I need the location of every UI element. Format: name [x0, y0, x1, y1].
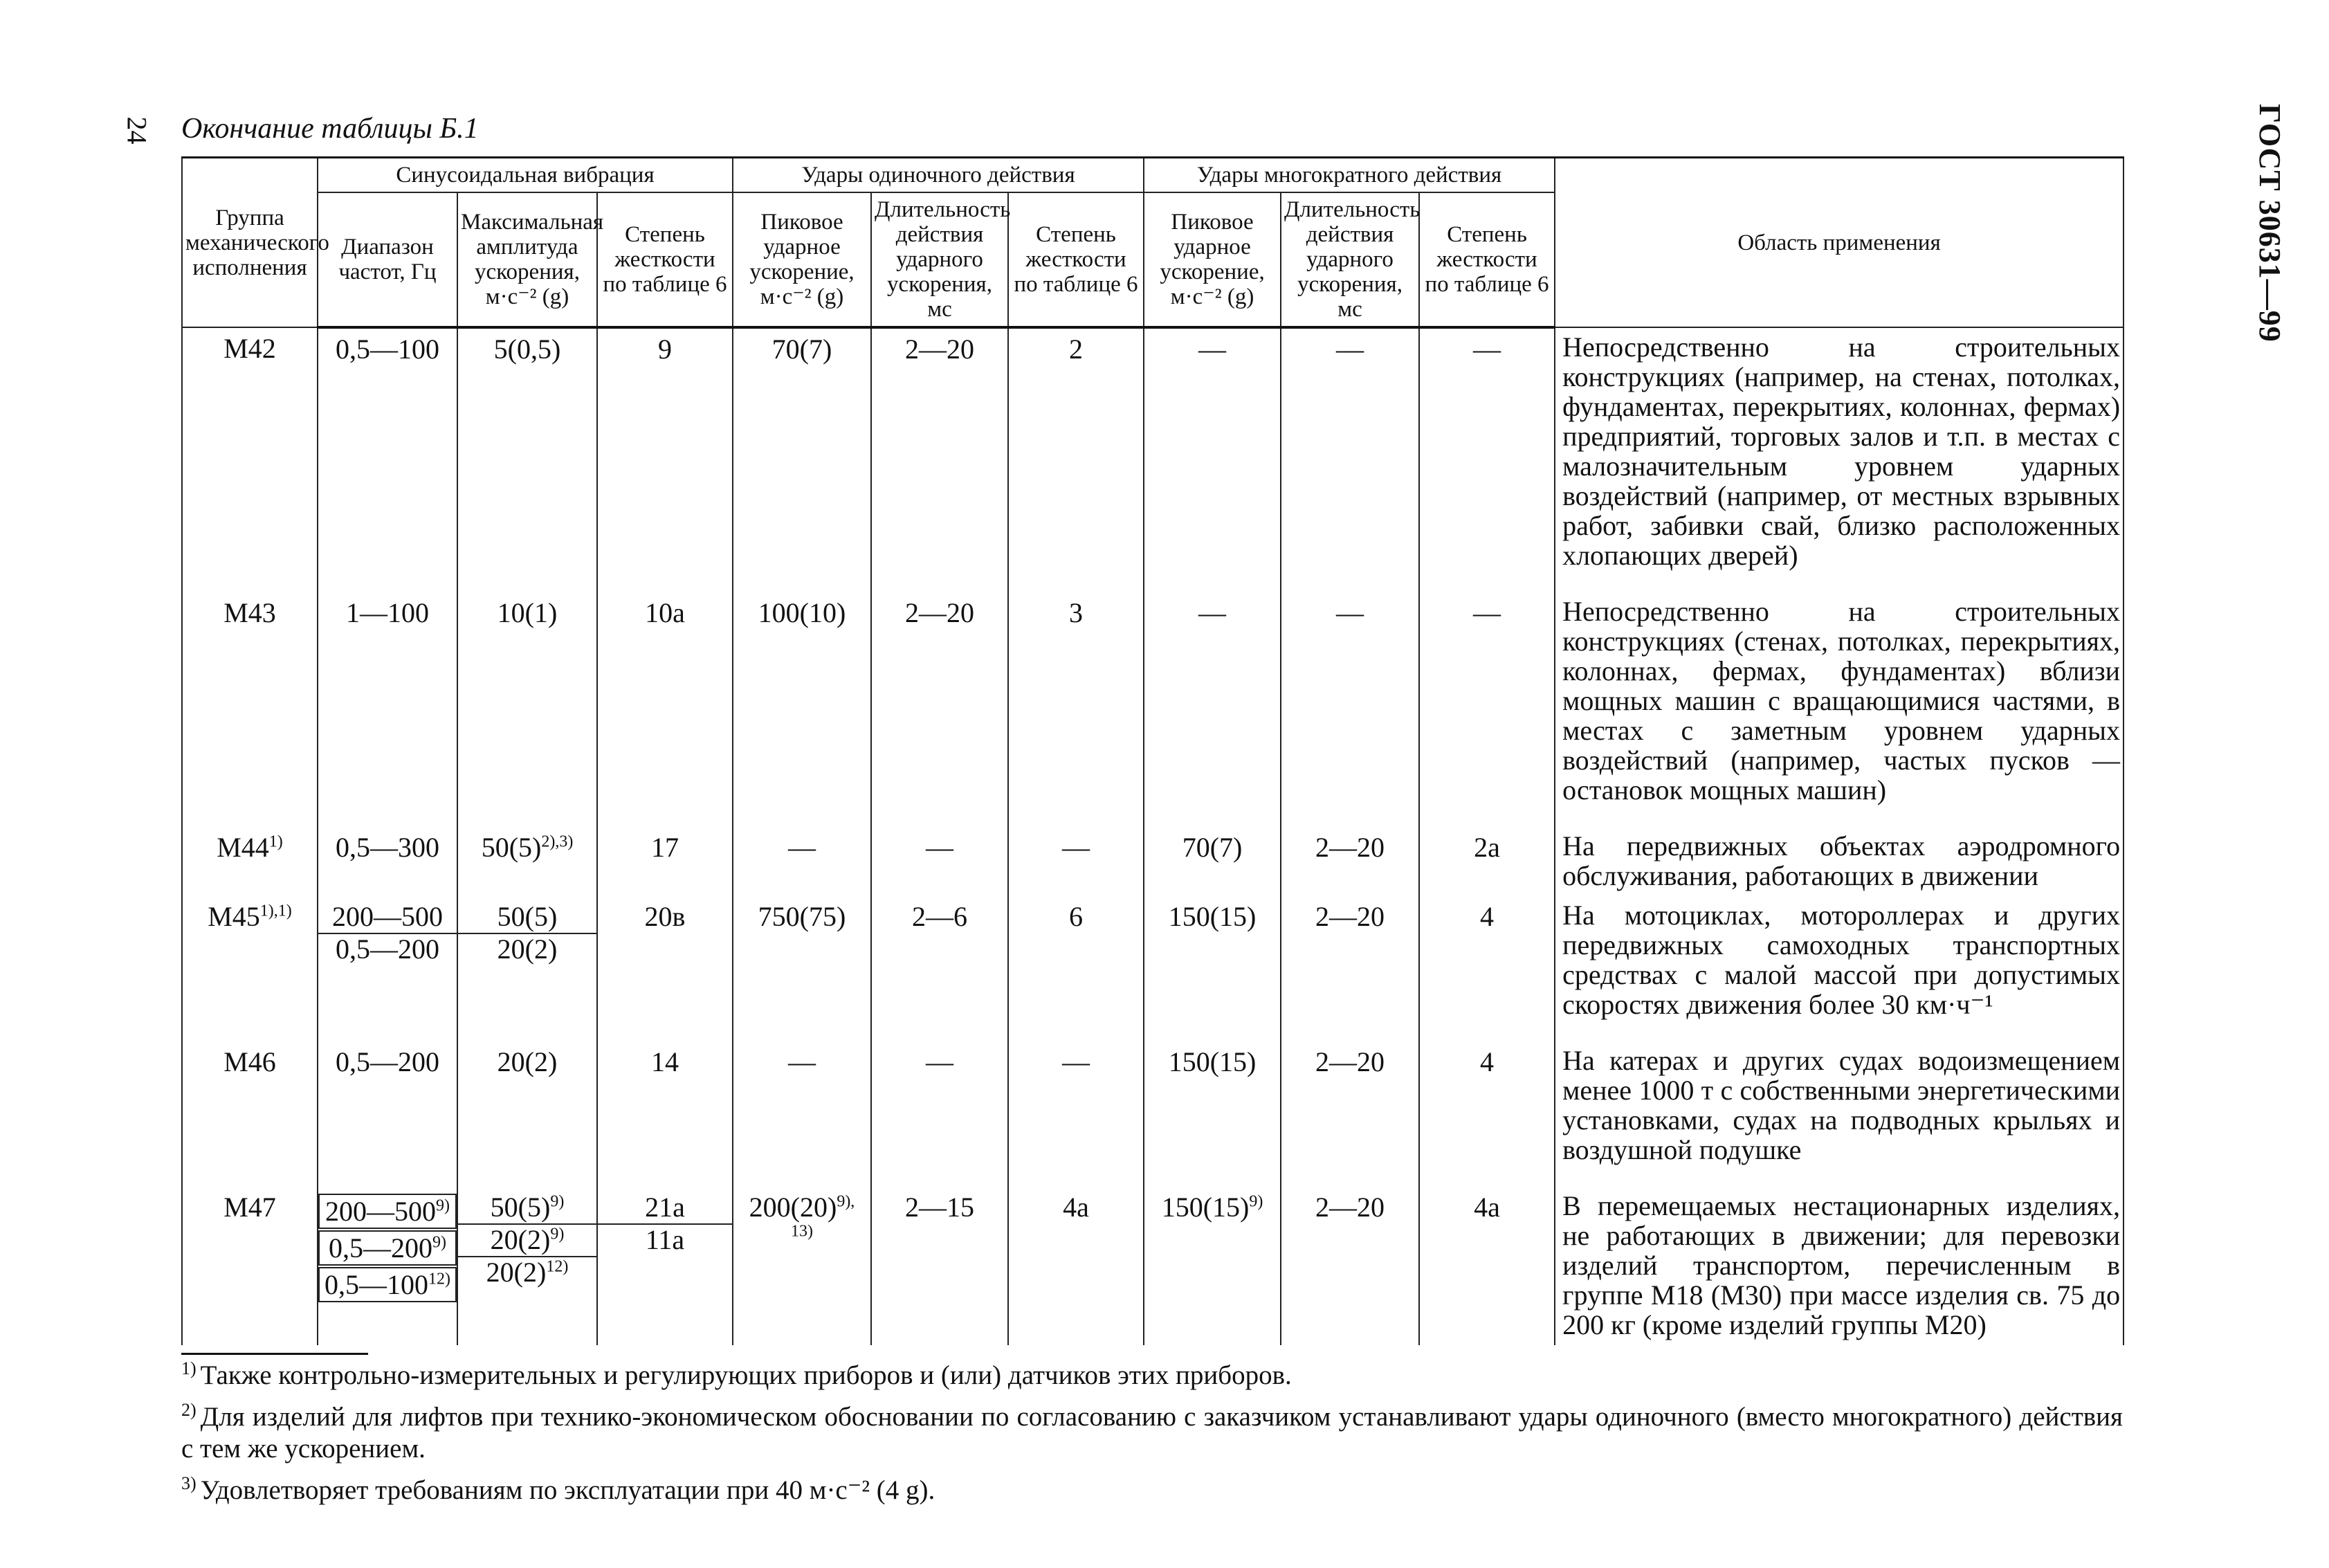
header-severity: Степень жесткости по таблице 6 — [597, 192, 733, 327]
multi-peak: — — [1198, 597, 1227, 628]
header-peak-accel: Пиковое ударное ускорение, м·с⁻² (g) — [733, 192, 871, 327]
table-row — [182, 1187, 2124, 1345]
application-text: В перемещаемых нестационарных изделиях, не работающих в движении; для перевозки изделий транспортом, перечисленным в группе М18 (М30) при массе изделия св. 75 до 200 кг (кроме изделий группы М20) — [1555, 1187, 2124, 1345]
single-severity: 6 — [1069, 901, 1084, 932]
group-code: М43 — [223, 597, 276, 628]
single-severity: 2 — [1069, 334, 1084, 365]
multi-peak: 150(15) — [1161, 1192, 1250, 1223]
multi-duration: 2—20 — [1315, 901, 1385, 932]
single-duration: 2—15 — [905, 1192, 974, 1223]
multi-duration: 2—20 — [1315, 1046, 1385, 1077]
table-row — [182, 327, 2124, 576]
amplitude: 5(0,5) — [493, 334, 561, 365]
amplitude: 50(5) — [481, 832, 542, 863]
freq-range: 200—500 — [318, 902, 457, 934]
standard-code: ГОСТ 30631—99 — [2253, 104, 2287, 343]
group-code: М44 — [217, 832, 269, 863]
application-text: На мотоциклах, мотороллерах и других передвижных самоходных транспортных средствах с малой массой при допустимых скоростях движения более 30 км·ч⁻¹ — [1555, 896, 2124, 1025]
freq-range: 0,5—300 — [336, 832, 439, 863]
amplitude: 50(5) — [458, 902, 596, 934]
application-text: Непосредственно на строительных конструкциях (стенах, потолках, перекрытиях, колоннах, фермах, фундаментах) вблизи мощных машин с вращающимися частями, в местах с заметным уровнем ударных воздействий (например, частых пусков — остановок мощных машин) — [1555, 592, 2124, 810]
header-duration: Длительность действия ударного ускорения, мс — [871, 192, 1008, 327]
multi-duration: 2—20 — [1315, 1192, 1385, 1223]
table-caption: Окончание таблицы Б.1 — [181, 113, 479, 145]
freq-range: 0,5—200 — [336, 1046, 439, 1077]
multi-severity: 4 — [1480, 1046, 1495, 1077]
amplitude: $20(2)^{12)}$ — [486, 1257, 569, 1288]
group-code: М45 — [208, 901, 260, 932]
single-peak: — — [788, 832, 816, 863]
freq-range: 200—500$^{9)}$ — [318, 1194, 457, 1229]
header-peak-accel: Пиковое ударное ускорение, м·с⁻² (g) — [1144, 192, 1281, 327]
severity: 10а — [645, 597, 685, 628]
page-number: 24 — [121, 116, 153, 145]
single-duration: 2—20 — [905, 597, 974, 628]
multi-severity: 2а — [1474, 832, 1500, 863]
footnote-ref: 9), 13) — [791, 1192, 855, 1241]
multi-peak: — — [1198, 334, 1227, 365]
freq-range: 0,5—100 — [336, 334, 439, 365]
footnotes — [181, 1360, 2123, 1516]
single-peak: 200(20) — [749, 1192, 837, 1223]
table-row — [182, 592, 2124, 810]
amplitude: $20(2)^{9)}$ — [458, 1225, 596, 1257]
multi-severity: — — [1473, 597, 1501, 628]
freq-range: 0,5—200$^{9)}$ — [318, 1230, 457, 1266]
header-single-shock: Удары одиночного действия — [733, 158, 1144, 193]
severity: 17 — [651, 832, 679, 863]
application-text: На передвижных объектах аэродромного обслуживания, работающих в движении — [1555, 827, 2124, 896]
severity: 20в — [644, 901, 686, 932]
footnote-ref: 2),3) — [541, 832, 574, 851]
single-severity: — — [1062, 1046, 1090, 1077]
multi-duration: — — [1336, 597, 1364, 628]
severity: 21а — [598, 1192, 732, 1225]
application-text: На катерах и других судах водоизмещением менее 1000 т с собственными энергетическими установками, судах на подводных крыльях и воздушной подушке — [1555, 1041, 2124, 1170]
freq-range: 1—100 — [346, 597, 429, 628]
group-code: М46 — [223, 1046, 276, 1077]
single-severity: 4а — [1063, 1192, 1089, 1223]
multi-severity: 4а — [1474, 1192, 1500, 1223]
freq-range: 0,5—200 — [336, 933, 439, 965]
single-duration: 2—6 — [912, 901, 967, 932]
footnote: $^{1)}$ Также контрольно-измерительных и регулирующих приборов и (или) датчиков этих приборов. — [181, 1358, 1292, 1390]
amplitude: $50(5)^{9)}$ — [458, 1192, 596, 1225]
group-code: М47 — [223, 1192, 276, 1223]
footnote-ref: 1),1) — [259, 902, 292, 920]
table-row — [182, 1041, 2124, 1170]
single-severity: — — [1062, 832, 1090, 863]
group-code: М42 — [223, 333, 276, 364]
amplitude: 10(1) — [497, 597, 558, 628]
single-duration: — — [926, 832, 953, 863]
header-severity: Степень жесткости по таблице 6 — [1008, 192, 1144, 327]
single-peak: 750(75) — [758, 901, 846, 932]
header-max-amplitude: Максимальная амплитуда ускорения, м·с⁻² (g) — [457, 192, 597, 327]
footnote-ref: 9) — [1249, 1192, 1263, 1211]
header-sinus-vibration: Синусоидальная вибрация — [318, 158, 733, 193]
amplitude: 20(2) — [497, 1046, 558, 1077]
footnote: $^{3)}$ Удовлетворяет требованиям по эксплуатации при 40 м·с⁻² (4 g). — [181, 1473, 935, 1505]
footnote-ref: 1) — [268, 832, 283, 851]
shock-vibration-table — [181, 156, 2123, 1345]
footnote-divider — [181, 1353, 368, 1355]
single-duration: — — [926, 1046, 953, 1077]
multi-duration: — — [1336, 334, 1364, 365]
single-peak: 100(10) — [758, 597, 846, 628]
single-severity: 3 — [1069, 597, 1084, 628]
header-multiple-shock: Удары многократного действия — [1144, 158, 1555, 193]
severity: 14 — [651, 1046, 679, 1077]
table-row — [182, 827, 2124, 896]
multi-severity: 4 — [1480, 901, 1495, 932]
application-text: Непосредственно на строительных конструкциях (например, на стенах, потолках, фундаментах, перекрытиях, колоннах, фермах) предприятий, торговых залов и т.п. в местах с малозначительным уровнем ударных воздействий (например, от местных взрывных работ, забивки свай, близко расположенных хлопающих дверей) — [1555, 327, 2124, 576]
header-group: Группа механического исполнения — [182, 158, 318, 328]
multi-peak: 150(15) — [1168, 1046, 1257, 1077]
table-row — [182, 896, 2124, 1025]
severity: 11а — [645, 1224, 685, 1255]
footnote: $^{2)}$ Для изделий для лифтов при технико-экономическом обосновании по согласованию с заказчиком устанавливают удары одиночного (вместо многократного) действия с тем же ускорением. — [181, 1400, 2123, 1464]
single-duration: 2—20 — [905, 334, 974, 365]
freq-range: 0,5—100$^{12)}$ — [318, 1267, 457, 1302]
header-duration: Длительность действия ударного ускорения, мс — [1281, 192, 1419, 327]
severity: 9 — [658, 334, 672, 365]
header-application: Область применения — [1555, 158, 2124, 328]
header-severity: Степень жесткости по таблице 6 — [1419, 192, 1555, 327]
multi-peak: 150(15) — [1168, 901, 1257, 932]
header-freq-range: Диапазон частот, Гц — [318, 192, 457, 327]
single-peak: 70(7) — [771, 334, 832, 365]
multi-duration: 2—20 — [1315, 832, 1385, 863]
amplitude: 20(2) — [497, 933, 558, 965]
multi-peak: 70(7) — [1182, 832, 1243, 863]
single-peak: — — [788, 1046, 816, 1077]
multi-severity: — — [1473, 334, 1501, 365]
